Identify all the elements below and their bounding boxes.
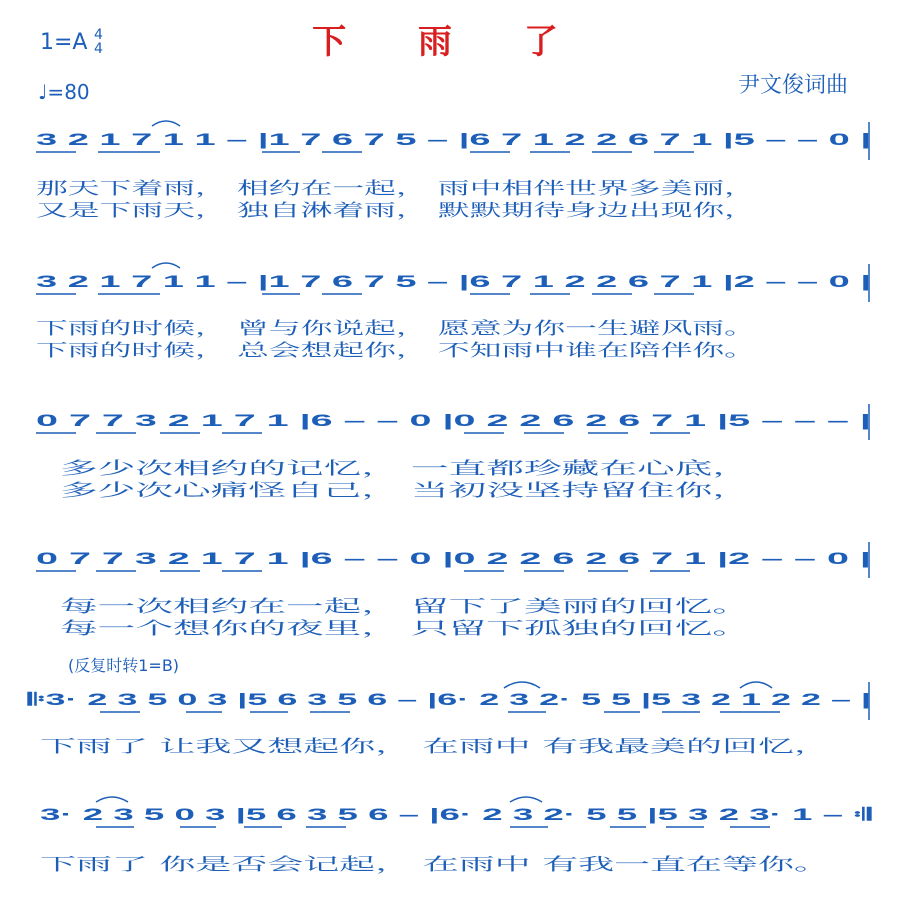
notation-row: 𝄆3· 2 3 5 0 3 |5 6 3 5 6 – |6· 2 3 2· 5 5 |5 3 2 1 2 2 – | [25, 690, 872, 709]
lyric-row: 下雨的时候， 曾与你说起， 愿意为你一生避风雨。 [36, 319, 756, 339]
lyric-row: 下雨了 让我又想起你， 在雨中 有我最美的回忆， [40, 737, 830, 757]
lyric-row: 每一次相约在一起， 留下了美丽的回忆。 [60, 597, 750, 617]
author-credit: 尹文俊词曲 [738, 73, 849, 98]
tempo-marking: ♩=80 [38, 80, 90, 104]
lyric-row: 那天下着雨， 相约在一起， 雨中相伴世界多美丽， [36, 179, 756, 199]
lyric-row: 下雨的时候， 总会想起你， 不知雨中谁在陪伴你。 [36, 341, 756, 361]
notation-row: 0 7 7 3 2 1 7 1 |6 – – 0 |0 2 2 6 2 6 7 1 |5 – – – | [36, 411, 871, 430]
notation-row: 3 2 1 7 1 1 – |1 7 6 7 5 – |6 7 1 2 2 6 7 1 |5 – – 0 | [36, 130, 871, 149]
time-signature-top: 4 [94, 27, 103, 43]
notation-row: 3 2 1 7 1 1 – |1 7 6 7 5 – |6 7 1 2 2 6 7 1 |2 – – 0 | [36, 272, 871, 291]
lyric-row: 又是下雨天， 独自淋着雨， 默默期待身边出现你， [36, 201, 756, 221]
notation-row: 0 7 7 3 2 1 7 1 |6 – – 0 |0 2 2 6 2 6 7 1 |2 – – 0 | [36, 549, 871, 568]
notation-row-6 [40, 797, 873, 827]
notation-row-1 [36, 121, 871, 160]
notation-row: 3· 2 3 5 0 3 |5 6 3 5 6 – |6· 2 3 2· 5 5 |5 3 2 3· 1 – 𝄇 [40, 805, 873, 824]
key-signature: 1=A [40, 30, 88, 55]
notation-row-2 [36, 263, 871, 302]
time-signature-bottom: 4 [94, 41, 103, 57]
lyric-row: 下雨了 你是否会记起， 在雨中 有我一直在等你。 [40, 855, 830, 875]
repeat-note: (反复时转1=B) [68, 656, 180, 675]
song-title: 下 雨 了 [312, 22, 588, 62]
lyric-row: 多少次相约的记忆， 一直都珍藏在心底， [60, 459, 750, 479]
lyric-row: 多少次心痛怪自己， 当初没坚持留住你， [60, 481, 750, 501]
notation-row-5 [26, 682, 871, 720]
lyric-row: 每一个想你的夜里， 只留下孤独的回忆。 [60, 619, 750, 639]
notation-row-4 [36, 542, 871, 578]
notation-row-3 [36, 404, 871, 440]
